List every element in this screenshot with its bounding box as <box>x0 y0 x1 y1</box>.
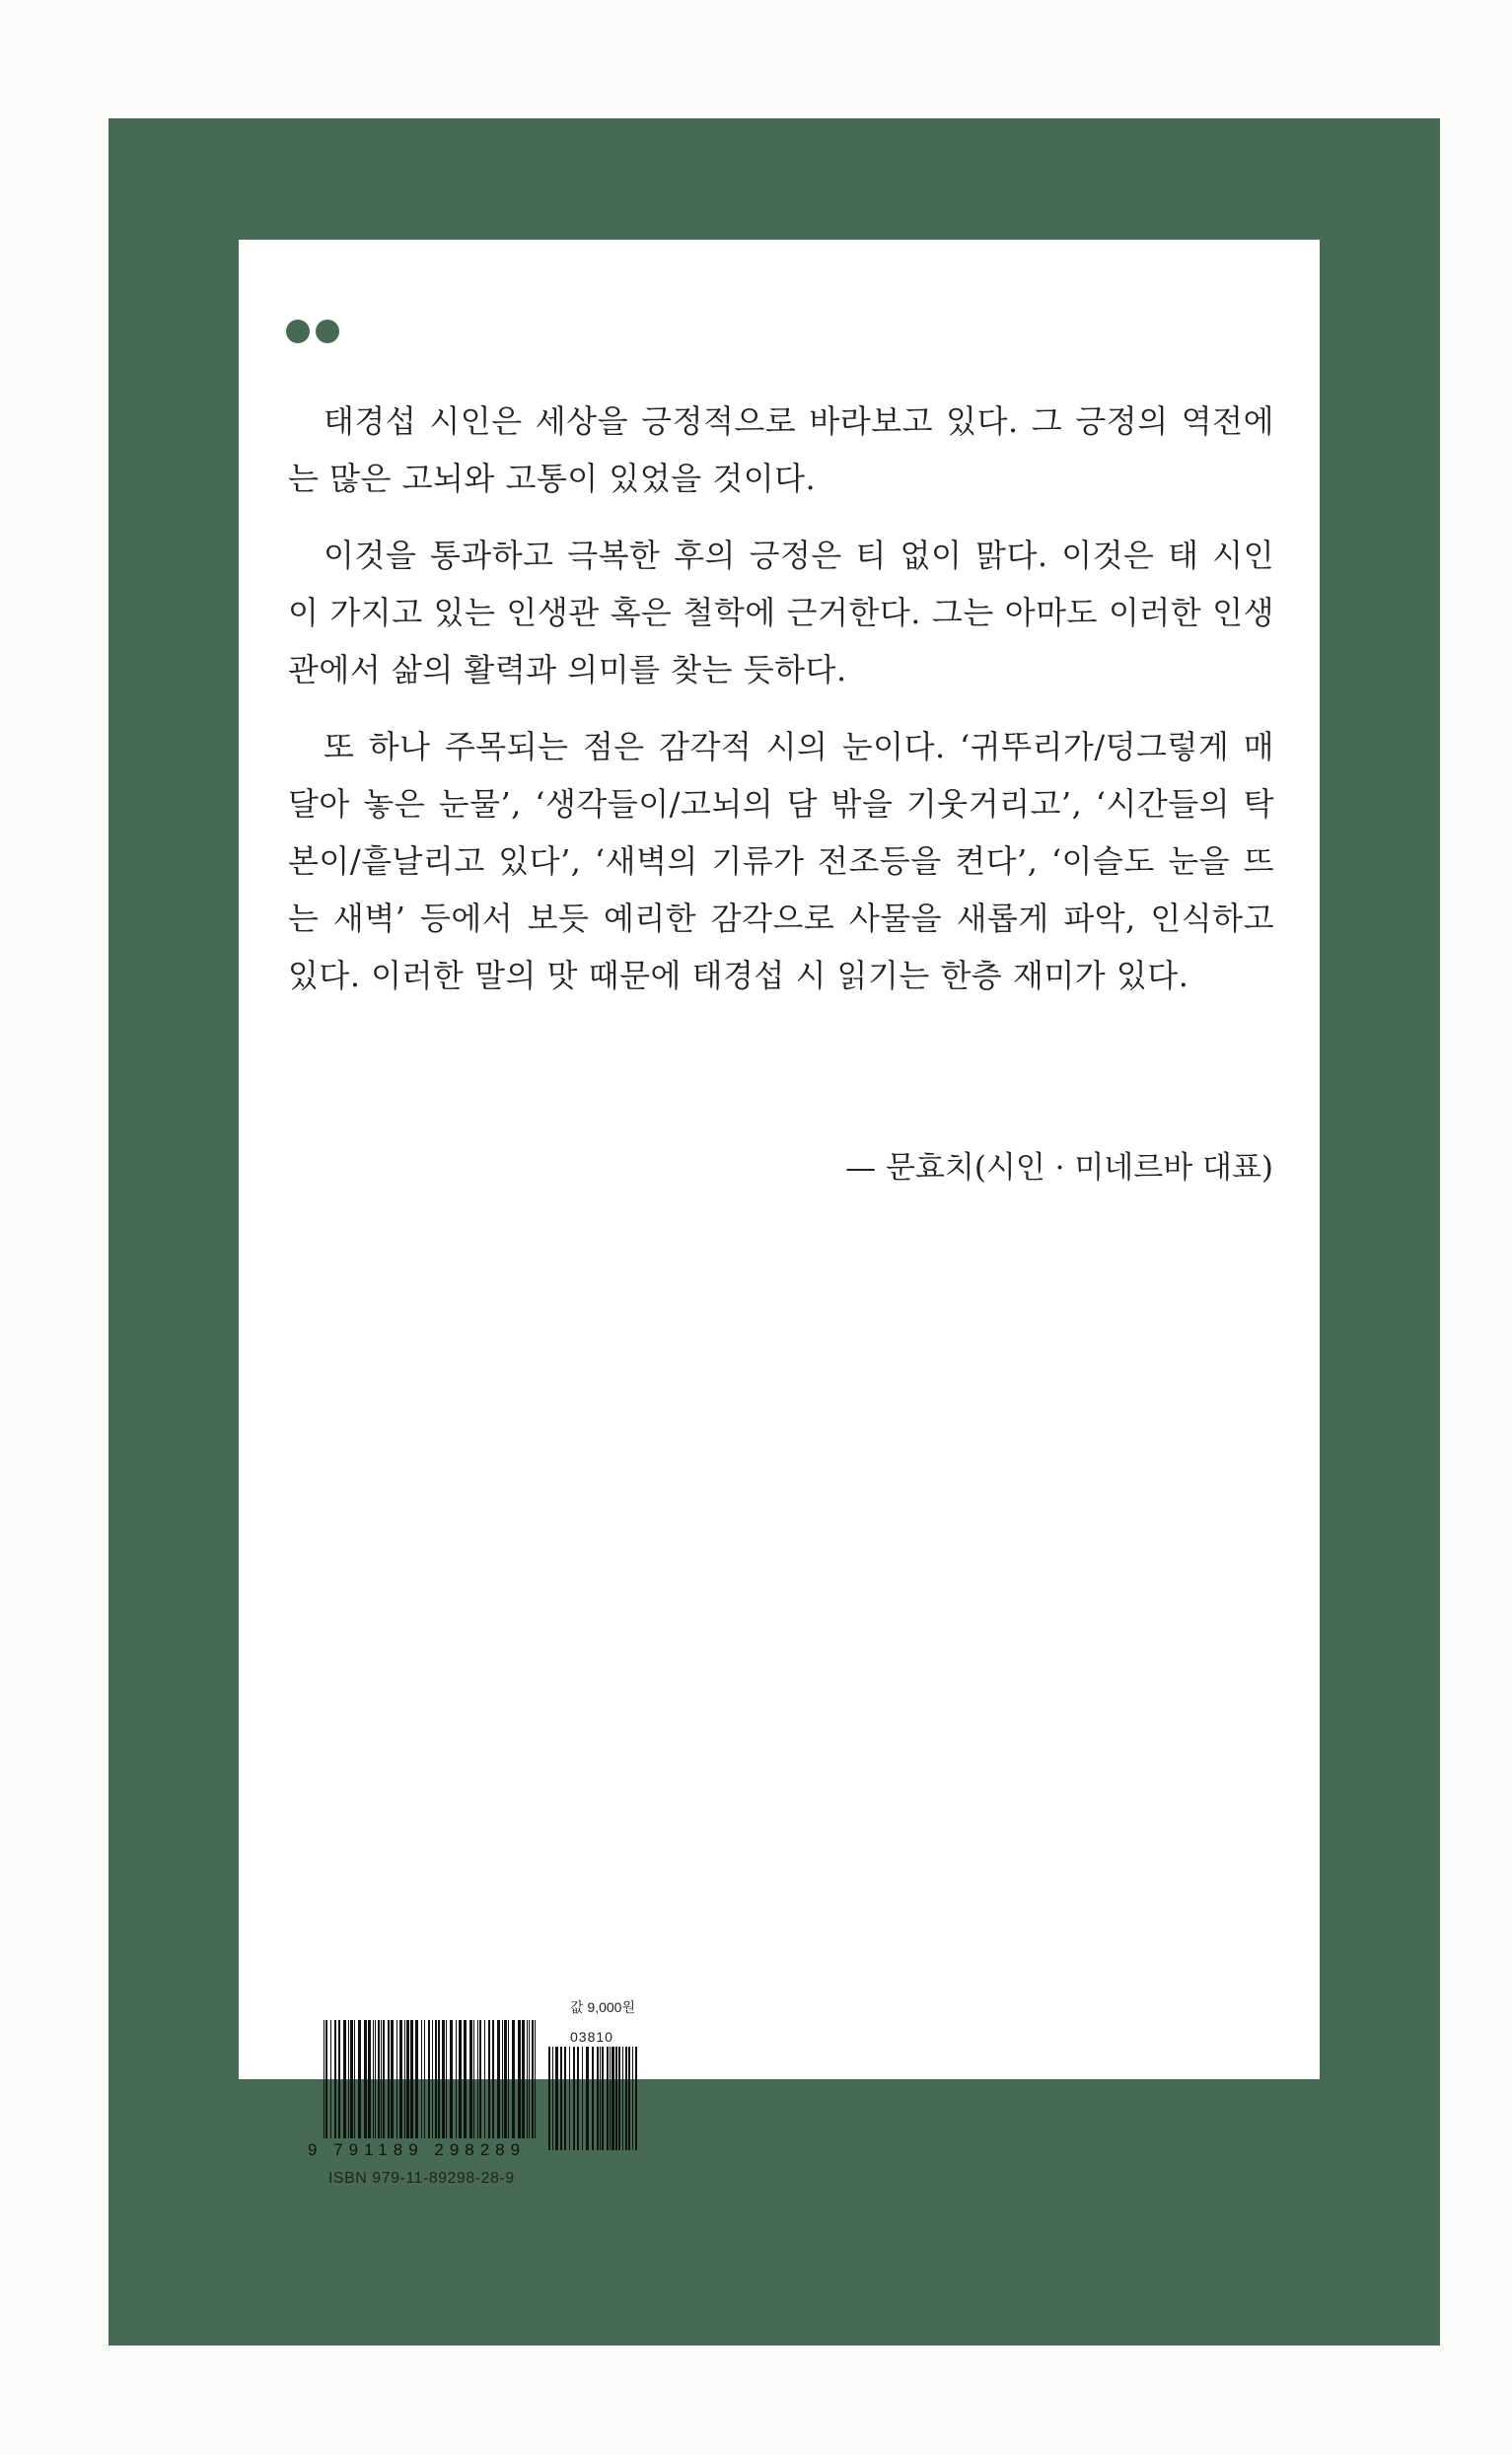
barcode-bar <box>635 2047 637 2150</box>
barcode-bar <box>600 2047 601 2150</box>
barcode-bar <box>502 2020 503 2138</box>
barcode-bar <box>410 2020 413 2138</box>
paragraph-2: 이것을 통과하고 극복한 후의 긍정은 티 없이 맑다. 이것은 태 시인이 가지고 있는 인생관 혹은 철학에 근거한다. 그는 아마도 이러한 인생관에서 삶의 활력과 의미를 찾는 듯하다. <box>288 537 1274 688</box>
barcode-bar <box>555 2047 558 2150</box>
barcode-bar <box>442 2020 445 2138</box>
barcode-bar <box>508 2020 509 2138</box>
barcode-bar <box>492 2020 494 2138</box>
barcode-bar <box>438 2020 440 2138</box>
barcode-bar <box>399 2020 402 2138</box>
double-dot-icon <box>286 320 345 345</box>
barcode-bar <box>512 2020 515 2138</box>
barcode-bar <box>421 2020 422 2138</box>
barcode-bar <box>368 2020 371 2138</box>
barcode-bar <box>378 2020 380 2138</box>
barcode-bar <box>354 2020 355 2138</box>
barcode-bar <box>388 2020 390 2138</box>
barcode-bar <box>622 2047 623 2150</box>
barcode-bar <box>484 2020 485 2138</box>
barcode-bar <box>564 2047 566 2150</box>
barcode-bar <box>350 2020 353 2138</box>
barcode-bar <box>334 2020 336 2138</box>
barcode-bar <box>446 2020 447 2138</box>
barcode-bar <box>597 2047 599 2150</box>
barcode-bar <box>548 2047 550 2150</box>
barcode-bar <box>383 2020 385 2138</box>
barcode-bar <box>582 2047 583 2150</box>
barcode-bar <box>479 2020 481 2138</box>
barcode-bar <box>488 2020 490 2138</box>
barcode-bar <box>432 2020 433 2138</box>
barcode-bar <box>373 2020 374 2138</box>
barcode-bar <box>612 2047 614 2150</box>
barcode-bar <box>428 2020 430 2138</box>
barcode-bar <box>560 2047 562 2150</box>
barcode-bar <box>610 2047 611 2150</box>
barcode-bar <box>477 2020 478 2138</box>
barcode-bar <box>415 2020 418 2138</box>
barcode-bar <box>473 2020 474 2138</box>
barcode-bar <box>456 2020 457 2138</box>
barcode-bar <box>592 2047 594 2150</box>
barcode-bar <box>615 2047 617 2150</box>
barcode-bar <box>358 2020 361 2138</box>
dot-icon <box>316 320 339 343</box>
barcode-bar <box>535 2020 536 2138</box>
addon-code: 03810 <box>570 2029 613 2045</box>
barcode-bar <box>469 2020 472 2138</box>
barcode-bar <box>532 2020 534 2138</box>
barcode-bar <box>343 2020 346 2138</box>
barcode-bar <box>527 2020 528 2138</box>
barcode-bar <box>586 2047 589 2150</box>
dot-icon <box>286 320 310 343</box>
barcode-bar <box>325 2020 327 2138</box>
barcode-bar <box>348 2020 349 2138</box>
attribution: — 문효치(시인 · 미네르바 대표) <box>845 1150 1273 1186</box>
barcode-bar <box>628 2047 630 2150</box>
barcode-bar <box>607 2047 609 2150</box>
barcode-bar <box>497 2020 500 2138</box>
barcode-bar <box>364 2020 367 2138</box>
barcode-bar <box>424 2020 425 2138</box>
barcode-bar <box>464 2020 467 2138</box>
barcode-bar <box>338 2020 340 2138</box>
barcode-bar <box>381 2020 382 2138</box>
addon-barcode <box>548 2047 637 2150</box>
barcode-bar <box>518 2020 521 2138</box>
barcode-bar <box>391 2020 394 2138</box>
barcode-bar <box>569 2047 570 2150</box>
paragraph-1: 태경섭 시인은 세상을 긍정적으로 바라보고 있다. 그 긍정의 역전에는 많은 고뇌와 고통이 있었을 것이다. <box>288 402 1274 497</box>
isbn-number: ISBN 979-11-89298-28-9 <box>328 2170 515 2187</box>
barcode-bar <box>406 2020 409 2138</box>
blurb-text <box>288 393 1274 1024</box>
isbn-barcode <box>324 2020 537 2138</box>
barcode-bar <box>522 2020 525 2138</box>
barcode-bar <box>573 2047 575 2150</box>
barcode-bar <box>435 2020 437 2138</box>
barcode-digits: 9 791189 298289 <box>308 2140 527 2159</box>
barcode-bar <box>459 2020 462 2138</box>
barcode-bar <box>625 2047 627 2150</box>
price-label: 값 9,000원 <box>570 1999 635 2015</box>
barcode-bar <box>404 2020 405 2138</box>
barcode-bar <box>330 2020 331 2138</box>
barcode-bar <box>618 2047 620 2150</box>
barcode-bar <box>577 2047 579 2150</box>
barcode-bar <box>396 2020 397 2138</box>
barcode-bar <box>602 2047 604 2150</box>
barcode-bar <box>529 2020 530 2138</box>
paragraph-3: 또 하나 주목되는 점은 감각적 시의 눈이다. ‘귀뚜리가/덩그렇게 매달아 놓은 눈물’, ‘생각들이/고뇌의 담 밖을 기웃거리고’, ‘시간들의 탁본이/흩날리고 있다’, ‘새벽의 기류가 전조등을 켠다’, ‘이슬도 눈을 뜨는 새벽’ 등에서 보듯 예리한 감각으로 사물을 새롭게 파악, 인식하고 있다. 이러한 말의 맛 때문에 태경섭 시 읽기는 한층 재미가 있다. <box>288 728 1274 994</box>
barcode-bar <box>450 2020 453 2138</box>
barcode-bar <box>552 2047 553 2150</box>
barcode-bar <box>375 2020 376 2138</box>
barcode-bar <box>504 2020 507 2138</box>
barcode-bar <box>632 2047 633 2150</box>
